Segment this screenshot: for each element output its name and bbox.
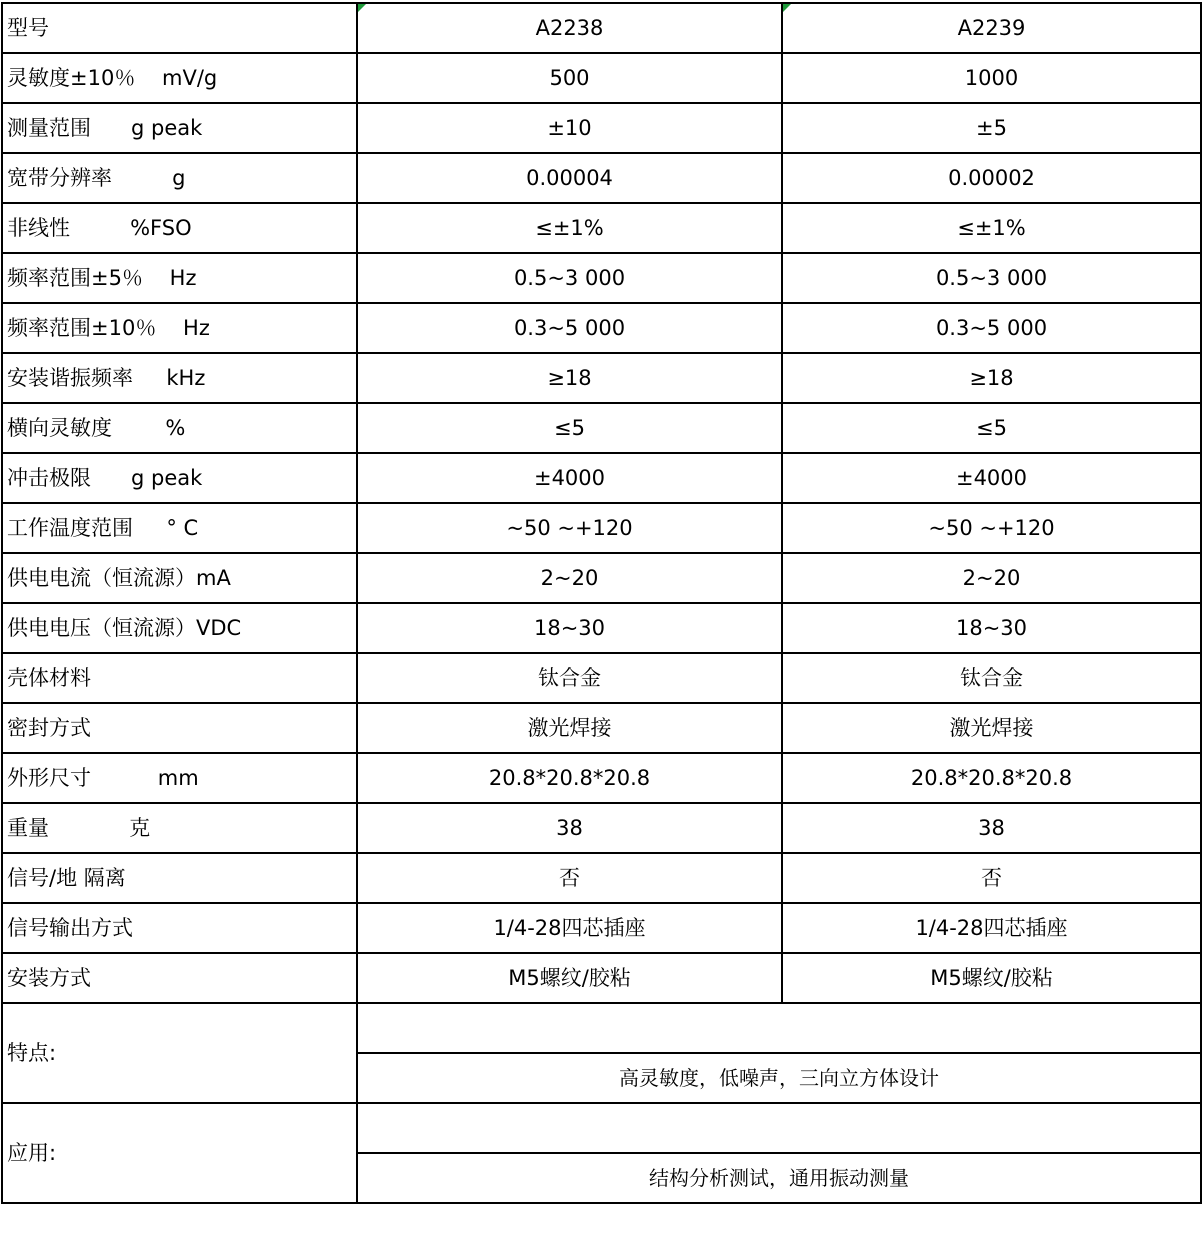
cell-a2239: 否	[782, 853, 1201, 903]
cell-a2238: 500	[357, 53, 782, 103]
cell-a2239: 18~30	[782, 603, 1201, 653]
cell-a2239: 2~20	[782, 553, 1201, 603]
table-row	[2, 853, 1201, 903]
row-label: 信号/地 隔离	[2, 853, 357, 903]
cell-a2238: 38	[357, 803, 782, 853]
cell-a2239: ≤5	[782, 403, 1201, 453]
table-row	[2, 303, 1201, 353]
cell-a2238: 0.00004	[357, 153, 782, 203]
applications-text: 结构分析测试，通用振动测量	[357, 1153, 1201, 1203]
table-row	[2, 453, 1201, 503]
cell-a2239: ±5	[782, 103, 1201, 153]
table-row	[2, 803, 1201, 853]
cell-a2238: ≤±1%	[357, 203, 782, 253]
cell-a2238: M5螺纹/胶粘	[357, 953, 782, 1003]
table-row	[2, 103, 1201, 153]
cell-a2239: ≤±1%	[782, 203, 1201, 253]
cell-a2239: 0.00002	[782, 153, 1201, 203]
table-row	[2, 703, 1201, 753]
cell-a2238: ±10	[357, 103, 782, 153]
table-row	[2, 653, 1201, 703]
cell-a2239: 20.8*20.8*20.8	[782, 753, 1201, 803]
table-row	[2, 903, 1201, 953]
cell-a2239: M5螺纹/胶粘	[782, 953, 1201, 1003]
cell-a2238: 0.3~5 000	[357, 303, 782, 353]
cell-a2238: 1/4-28四芯插座	[357, 903, 782, 953]
features-empty-cell	[357, 1003, 1201, 1053]
row-label: 频率范围±5％ Hz	[2, 253, 357, 303]
table-row	[2, 353, 1201, 403]
row-label: 安装谐振频率 kHz	[2, 353, 357, 403]
cell-a2238: 2~20	[357, 553, 782, 603]
cell-a2239: ±4000	[782, 453, 1201, 503]
row-label: 壳体材料	[2, 653, 357, 703]
applications-label: 应用:	[2, 1103, 357, 1203]
table-row	[2, 603, 1201, 653]
cell-a2238: ~50 ~+120	[357, 503, 782, 553]
row-label: 横向灵敏度 %	[2, 403, 357, 453]
row-label: 密封方式	[2, 703, 357, 753]
cell-a2238: 0.5~3 000	[357, 253, 782, 303]
applications-row	[2, 1103, 1201, 1153]
cell-a2239-model: A2239	[782, 3, 1201, 53]
features-text: 高灵敏度，低噪声，三向立方体设计	[357, 1053, 1201, 1103]
table-row	[2, 203, 1201, 253]
table-row	[2, 253, 1201, 303]
row-label: 工作温度范围 ° C	[2, 503, 357, 553]
cell-a2239: 激光焊接	[782, 703, 1201, 753]
features-row	[2, 1003, 1201, 1053]
table-row	[2, 53, 1201, 103]
cell-a2238: 20.8*20.8*20.8	[357, 753, 782, 803]
table-row	[2, 153, 1201, 203]
cell-a2238-model: A2238	[357, 3, 782, 53]
cell-a2239: 0.3~5 000	[782, 303, 1201, 353]
row-label: 频率范围±10％ Hz	[2, 303, 357, 353]
cell-a2238: ≥18	[357, 353, 782, 403]
row-label: 冲击极限 g peak	[2, 453, 357, 503]
cell-a2239: ≥18	[782, 353, 1201, 403]
table-row	[2, 403, 1201, 453]
table-row	[2, 553, 1201, 603]
row-label: 重量 克	[2, 803, 357, 853]
table-row-model	[2, 3, 1201, 53]
cell-comment-marker	[783, 4, 791, 12]
spec-table	[1, 2, 1202, 1204]
cell-a2239: 钛合金	[782, 653, 1201, 703]
table-row	[2, 953, 1201, 1003]
cell-a2238: ≤5	[357, 403, 782, 453]
cell-a2239: ~50 ~+120	[782, 503, 1201, 553]
row-label: 型号	[2, 3, 357, 53]
cell-a2238: 18~30	[357, 603, 782, 653]
cell-a2238: 激光焊接	[357, 703, 782, 753]
row-label: 灵敏度±10％ mV/g	[2, 53, 357, 103]
row-label: 宽带分辨率 g	[2, 153, 357, 203]
cell-a2239: 38	[782, 803, 1201, 853]
row-label: 外形尺寸 mm	[2, 753, 357, 803]
row-label: 测量范围 g peak	[2, 103, 357, 153]
features-label: 特点:	[2, 1003, 357, 1103]
table-row	[2, 503, 1201, 553]
applications-empty-cell	[357, 1103, 1201, 1153]
cell-a2238: ±4000	[357, 453, 782, 503]
row-label: 安装方式	[2, 953, 357, 1003]
row-label: 信号输出方式	[2, 903, 357, 953]
row-label: 非线性 %FSO	[2, 203, 357, 253]
cell-a2238: 否	[357, 853, 782, 903]
cell-a2239: 0.5~3 000	[782, 253, 1201, 303]
row-label: 供电电流（恒流源）mA	[2, 553, 357, 603]
cell-comment-marker	[358, 4, 366, 12]
row-label: 供电电压（恒流源）VDC	[2, 603, 357, 653]
table-row	[2, 753, 1201, 803]
cell-a2238: 钛合金	[357, 653, 782, 703]
cell-a2239: 1/4-28四芯插座	[782, 903, 1201, 953]
cell-a2239: 1000	[782, 53, 1201, 103]
